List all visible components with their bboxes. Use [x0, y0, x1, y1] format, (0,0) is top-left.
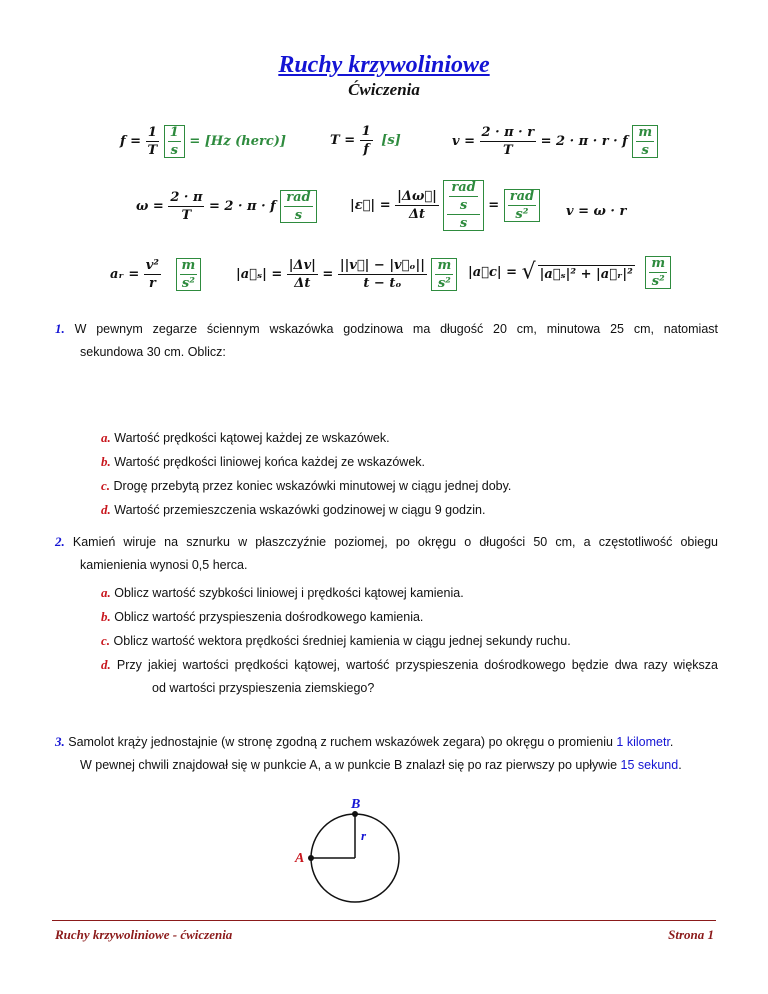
radius-value: 1 kilometr	[616, 735, 670, 749]
question-3-line2: W pewnej chwili znajdował się w punkcie A, a w punkcie B znalazł się po raz pierwszy po upływie 15 sekund.	[80, 758, 682, 772]
question-2-item-d-line2: od wartości przyspieszenia ziemskiego?	[152, 681, 375, 695]
question-1-item-b: b. Wartość prędkości liniowej końca każdej ze wskazówek.	[101, 454, 426, 469]
formula-tangential-acceleration: |a⃗ₛ| = $\frac{|\Delta v|}{\Delta t}$ = $\frac{\text{||v⃗| − |v⃗ₒ||}}{\text{t − tₒ}}$ $\frac{m}{\text{s²}}$	[236, 258, 457, 291]
formula-frequency: f = $\frac{1}{T}$ $\frac{1}{s}$ = [Hz (herc)]	[120, 125, 287, 158]
question-1: 1. W pewnym zegarze ściennym wskazówka godzinowa ma długość 20 cm, minutowa 25 cm, natomiast	[55, 321, 718, 336]
formula-centripetal-acceleration: aᵣ = $\frac{\text{v²}}{r}$ $\frac{m}{\text{s²}}$	[110, 258, 201, 291]
formula-linear-velocity: v = $\frac{2 \cdot \pi \cdot r}{T}$ = 2 · π · r · f $\frac{m}{s}$	[452, 125, 658, 158]
circle-diagram	[280, 790, 480, 920]
question-2: 2. Kamień wiruje na sznurku w płaszczyźnie poziomej, po okręgu o długości 50 cm, a częstotliwość obiegu	[55, 534, 719, 549]
point-a	[308, 855, 314, 861]
formula-total-acceleration: |a⃗c| = √ |a⃗ₛ|² + |a⃗ᵣ|² $\frac{m}{\text{s²}}$	[468, 256, 671, 289]
question-2-item-c: c. Oblicz wartość wektora prędkości średniej kamienia w ciągu jednej sekundy ruchu.	[101, 633, 571, 648]
formula-period: T = $\frac{1}{f}$ [s]	[330, 124, 401, 157]
footer-title: Ruchy krzywoliniowe - ćwiczenia	[55, 927, 233, 942]
question-1-line2: sekundowa 30 cm. Oblicz:	[80, 345, 226, 359]
label-b: B	[351, 797, 361, 812]
question-1-item-c: c. Drogę przebytą przez koniec wskazówki minutowej w ciągu jednej doby.	[101, 478, 512, 493]
formula-angular-acceleration: |ε⃗| = $\frac{|\Delta\omega⃗|}{\Delta t}$ $\frac{\frac{\text{rad}}{s}}{s}$ = $\frac{\text{rad}}{\text{s²}}$	[350, 180, 540, 231]
formula-angular-velocity: ω = $\frac{2 \cdot \pi}{T}$ = 2 · π · f $\frac{\text{rad}}{s}$	[136, 190, 317, 223]
label-r: r	[361, 828, 367, 843]
page-number: Strona 1	[668, 927, 714, 942]
page-title: Ruchy krzywoliniowe	[278, 52, 490, 78]
formula-v-omega-r: v = ω · r	[566, 204, 627, 219]
formula-f-label: f =	[120, 134, 142, 149]
question-1-item-a: a. Wartość prędkości kątowej każdej ze wskazówek.	[101, 430, 390, 445]
question-2-line2: kamienienia wynosi 0,5 herca.	[80, 558, 248, 572]
question-1-item-d: d. Wartość przemieszczenia wskazówki godzinowej w ciągu 9 godzin.	[101, 502, 486, 517]
formula-hz-unit: = [Hz (herc)]	[189, 134, 287, 149]
question-2-item-b: b. Oblicz wartość przyspieszenia dośrodkowego kamienia.	[101, 609, 424, 624]
label-a: A	[295, 851, 305, 866]
time-value: 15 sekund	[620, 758, 679, 772]
footer-divider	[52, 920, 716, 921]
page-subtitle: Ćwiczenia	[348, 80, 420, 99]
question-number: 3.	[55, 734, 65, 749]
question-number: 2.	[55, 534, 65, 549]
sqrt-icon: √	[521, 259, 536, 285]
question-2-item-d: d. Przy jakiej wartości prędkości kątowej, wartość przyspieszenia dośrodkowego będzie dwa razy większa	[101, 657, 718, 672]
question-number: 1.	[55, 321, 65, 336]
question-3: 3. Samolot krąży jednostajnie (w stronę zgodną z ruchem wskazówek zegara) po okręgu o promieniu 1 kilometr.	[55, 734, 674, 749]
question-2-item-a: a. Oblicz wartość szybkości liniowej i prędkości kątowej kamienia.	[101, 585, 464, 600]
